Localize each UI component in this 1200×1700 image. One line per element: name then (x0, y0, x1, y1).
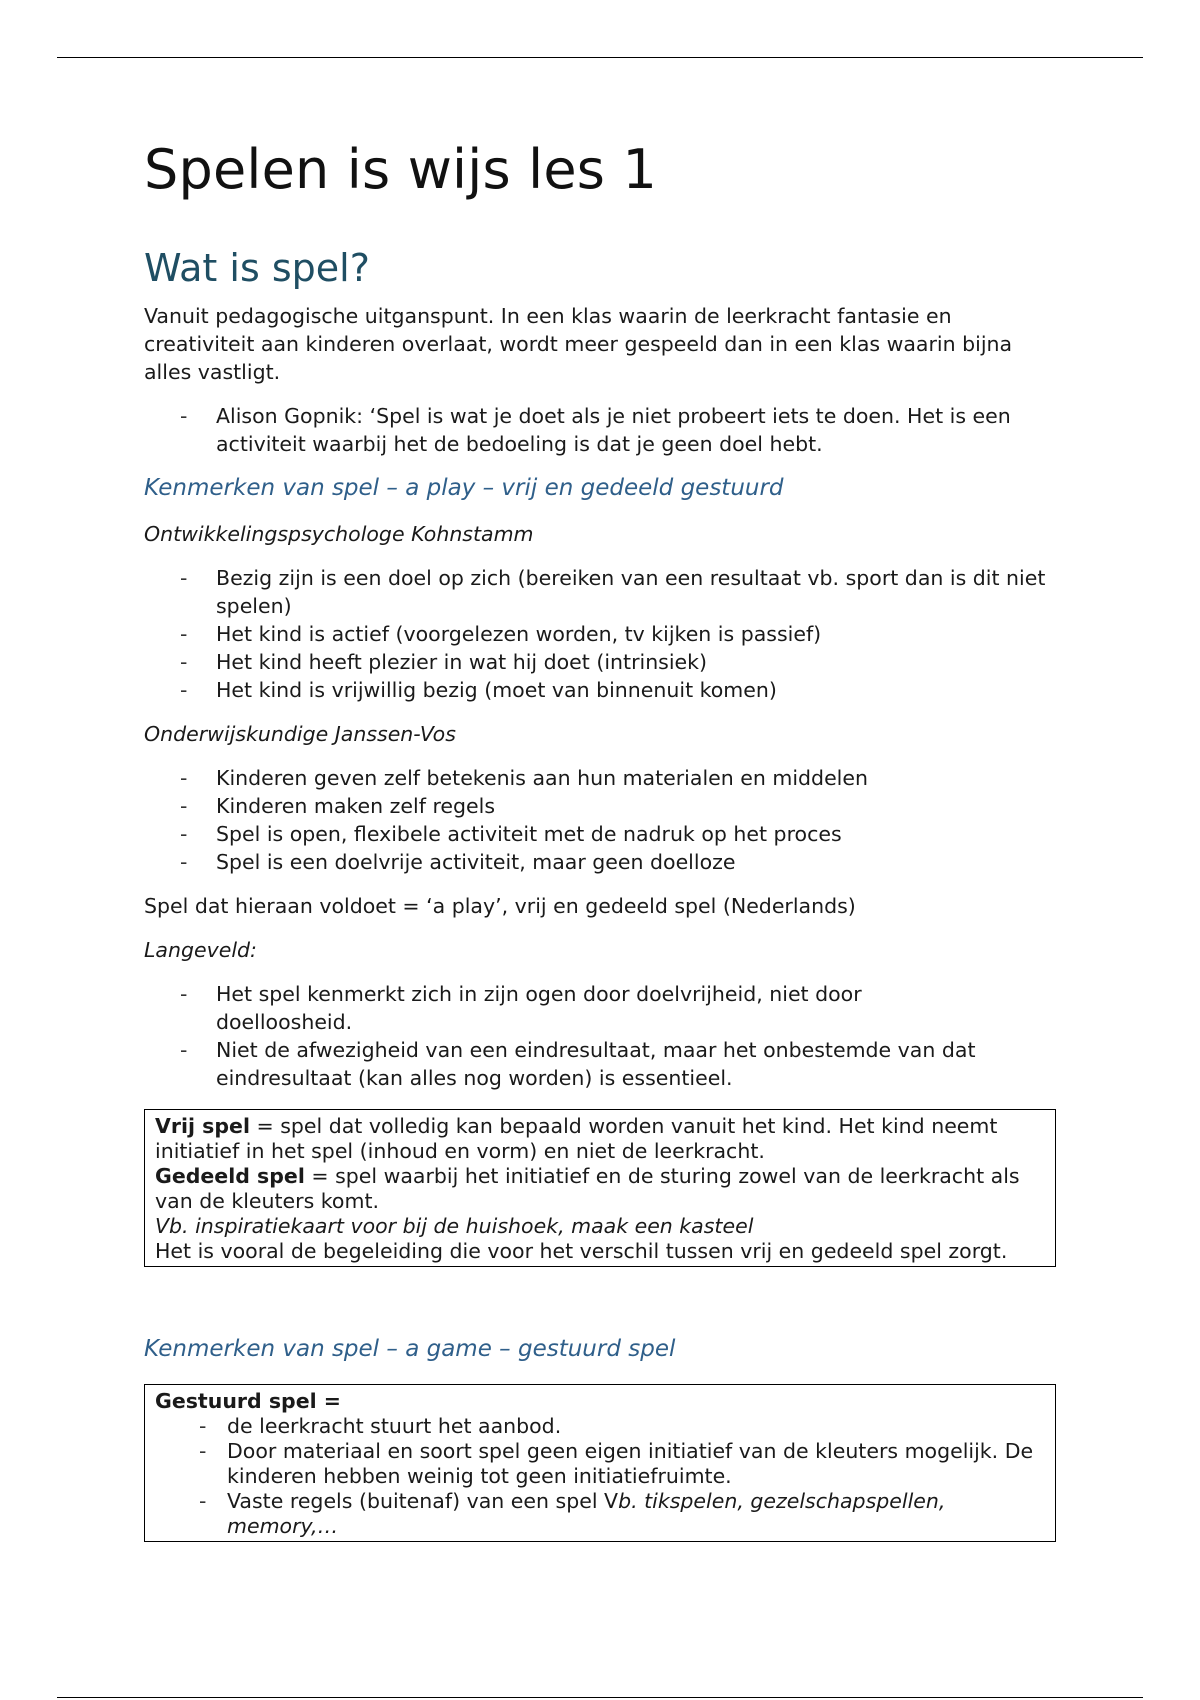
vrij-spel-definition: = spel dat volledig kan bepaald worden vanuit het kind. Het kind neemt initiatief in het spel (inhoud en vorm) en niet de leerkracht. (155, 1114, 998, 1163)
list-item: - Het kind is vrijwillig bezig (moet van binnenuit komen) (144, 676, 1064, 704)
page-title: Spelen is wijs les 1 (144, 138, 658, 201)
list-item: - Door materiaal en soort spel geen eigen initiatief van de kleuters mogelijk. De kinderen hebben weinig tot geen initiatiefruimte. (155, 1439, 1045, 1489)
kohnstamm-label: Ontwikkelingspsychologe Kohnstamm (144, 522, 534, 546)
play-summary: Spel dat hieraan voldoet = ‘a play’, vrij en gedeeld spel (Nederlands) (144, 894, 856, 918)
list-item: - Het spel kenmerkt zich in zijn ogen door doelvrijheid, niet door doelloosheid. (144, 980, 1064, 1036)
list-item: - Spel is een doelvrije activiteit, maar geen doelloze (144, 848, 1064, 876)
list-item: - Kinderen geven zelf betekenis aan hun materialen en middelen (144, 764, 1064, 792)
top-rule (57, 57, 1143, 58)
list-item: - Alison Gopnik: ‘Spel is wat je doet als je niet probeert iets te doen. Het is een activiteit waarbij het de bedoeling is dat je geen doel hebt. (144, 402, 1064, 458)
langeveld-label: Langeveld: (144, 938, 257, 962)
gedeeld-spel-definition: = spel waarbij het initiatief en de sturing zowel van de leerkracht als van de kleuters komt. (155, 1164, 1020, 1213)
subheading-play: Kenmerken van spel – a play – vrij en gedeeld gestuurd (144, 475, 784, 501)
gestuurd-spel-term: Gestuurd spel = (155, 1389, 341, 1413)
definition-box-vrij-gedeeld (144, 1109, 1056, 1267)
box-note: Het is vooral de begeleiding die voor het verschil tussen vrij en gedeeld spel zorgt. (155, 1239, 1008, 1263)
example-line: Vb. inspiratiekaart voor bij de huishoek, maak een kasteel (155, 1214, 754, 1238)
bottom-rule (57, 1697, 1143, 1698)
intro-paragraph: Vanuit pedagogische uitganspunt. In een klas waarin de leerkracht fantasie en creativiteit aan kinderen overlaat, wordt meer gespeeld dan in een klas waarin bijna alles vastligt. (144, 304, 1013, 384)
vrij-spel-term: Vrij spel (155, 1114, 250, 1138)
gedeeld-spel-term: Gedeeld spel (155, 1164, 305, 1188)
janssen-label: Onderwijskundige Janssen-Vos (144, 722, 456, 746)
list-item: - Het kind heeft plezier in wat hij doet (intrinsiek) (144, 648, 1064, 676)
section-heading: Wat is spel? (144, 246, 370, 290)
list-item: - Bezig zijn is een doel op zich (bereiken van een resultaat vb. sport dan is dit niet spelen) (144, 564, 1064, 620)
definition-box-gestuurd (144, 1384, 1056, 1542)
list-item: - Niet de afwezigheid van een eindresultaat, maar het onbestemde van dat eindresultaat (kan alles nog worden) is essentieel. (144, 1036, 1064, 1092)
list-item: - Spel is open, flexibele activiteit met de nadruk op het proces (144, 820, 1064, 848)
kohnstamm-list (144, 564, 1064, 704)
list-item: - Vaste regels (buitenaf) van een spel Vb. tikspelen, gezelschapspellen, memory,… (155, 1489, 1045, 1539)
subheading-game: Kenmerken van spel – a game – gestuurd spel (144, 1336, 676, 1362)
list-item: - Kinderen maken zelf regels (144, 792, 1064, 820)
janssen-list (144, 764, 1064, 876)
gopnik-list (144, 402, 1064, 458)
list-item: - de leerkracht stuurt het aanbod. (155, 1414, 1045, 1439)
list-item: - Het kind is actief (voorgelezen worden, tv kijken is passief) (144, 620, 1064, 648)
langeveld-list (144, 980, 1064, 1092)
